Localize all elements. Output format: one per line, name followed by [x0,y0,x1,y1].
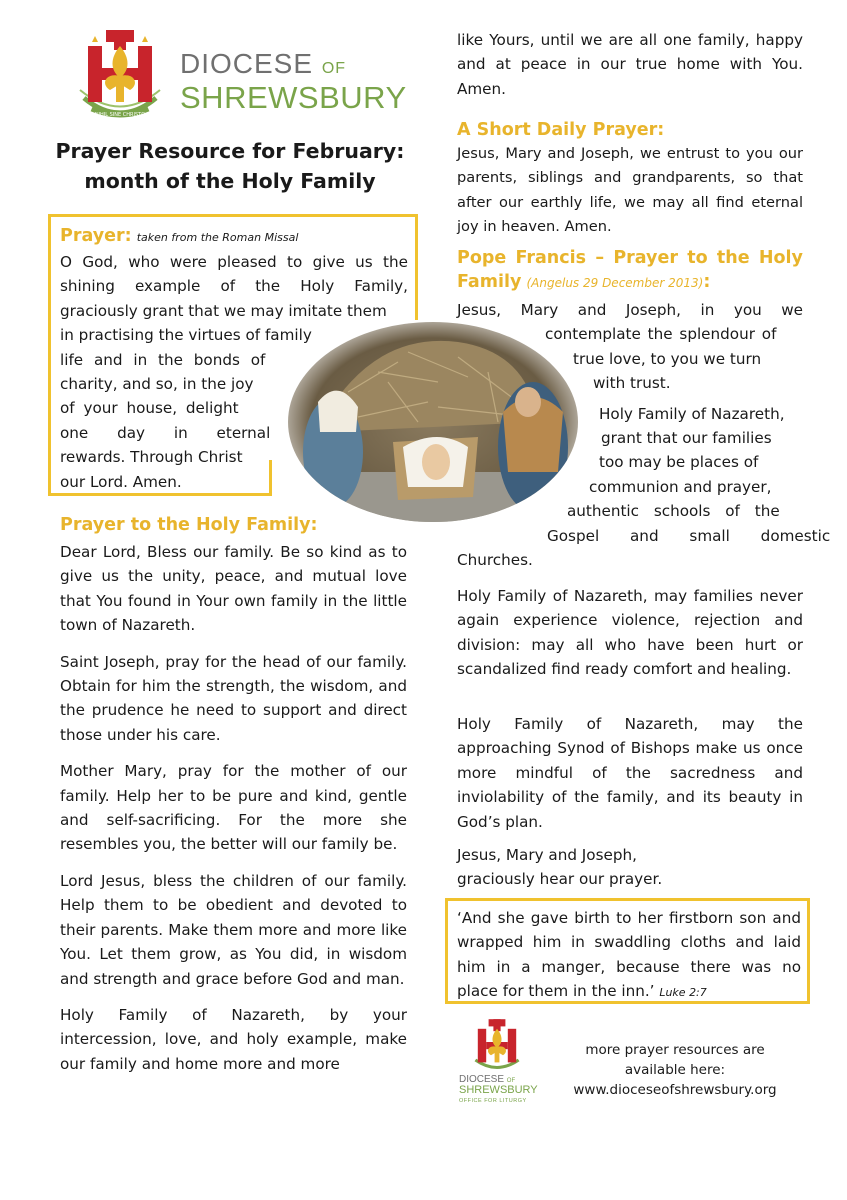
pope-heading-part4: Prayer [613,248,678,268]
missal-prayer-heading: Prayer: [60,226,132,246]
missal-line: rewards. Through Christ [60,448,243,467]
pope-prayer-heading [457,246,803,295]
pope-heading-colon: : [703,272,711,292]
pope-line: Jesus, Mary and Joseph, in you we [457,301,803,319]
footer-url-link[interactable]: www.dioceseofshrewsbury.org [573,1082,777,1098]
missal-line: one day in eternal [60,423,271,442]
continuation-text: like Yours, until we are all one family, happy and at peace in our true home with You. Amen. [457,31,803,98]
logo-title-line2: SHREWSBURY [180,80,407,115]
footer-logo-line3: OFFICE FOR LITURGY [459,1098,527,1104]
pope-line: grant that our families [601,429,772,448]
prayer-box-frame-right [415,214,418,320]
page-title-line2: month of the Holy Family [84,169,376,193]
pope-line: true love, to you we turn [573,349,762,368]
pope-heading-part5: to [687,248,708,268]
pope-line: communion and prayer, [589,477,772,496]
logo-diocese-word: DIOCESE [180,48,314,79]
logo-of-word: OF [321,60,347,77]
pope-heading-part2: Francis [515,248,587,268]
pope-line: too may be places of [599,453,759,472]
missal-line: in practising the virtues of family [60,326,312,345]
daily-prayer-text: Jesus, Mary and Joseph, we entrust to you our parents, siblings and grandparents, so that after our earthly life, we may all find eternal joy in heaven. Amen. [457,145,803,236]
pope-heading-part7: Holy [758,248,803,268]
footer-logo-of: OF [506,1078,516,1084]
missal-line: charity, and so, in the joy [60,375,254,394]
missal-line: O God, who were pleased to give us the [60,253,408,271]
crest-icon [70,28,170,128]
pope-line: Gospel and small domestic [547,526,831,545]
logo-motto: NIHIL SINE CHRISTO [94,112,146,118]
scripture-quote-ref: Luke 2:7 [659,986,707,1000]
pope-line: Holy Family of Nazareth, [599,404,785,423]
daily-prayer-heading: A Short Daily Prayer: [457,120,665,140]
pope-prayer [457,298,831,572]
missal-line: graciously grant that we may imitate them [60,301,387,320]
footer-text [545,1040,805,1100]
diocese-logo [70,28,407,128]
footer-logo [455,1018,545,1108]
page-title-line1: Prayer Resource for February: [55,139,405,163]
holy-family-paragraph: Holy Family of Nazareth, by your intercession, love, and holy example, make our family and home more and more [60,1005,407,1073]
pope-line: Churches. [457,551,533,570]
pope-closing [457,843,803,892]
scripture-quote-text: ‘And she gave birth to her firstborn son and wrapped him in swaddling cloths and laid him in a manger, because there was no place for them in the inn.’ [457,909,801,1001]
holy-family-prayer [60,540,407,1076]
holy-family-paragraph: Dear Lord, Bless our family. Be so kind as to give us the unity, peace, and mutual love that You found in Your own family in the little town of Nazareth. [60,543,407,635]
holy-family-paragraph: Mother Mary, pray for the mother of our family. Help her to be pure and kind, gentle and self-sacrificing. For the more she resembles you, the better will our family be. [60,762,407,854]
pope-paragraph: Holy Family of Nazareth, may the approaching Synod of Bishops make us once more mindful of the sacredness and inviolability of the family, and its beauty in God’s plan. [457,715,803,831]
pope-heading-source: (Angelus 29 December 2013) [526,276,704,290]
pope-line: with trust. [593,374,671,393]
footer-logo-line2: SHREWSBURY [459,1084,538,1096]
footer-logo-line1: DIOCESE [459,1074,505,1085]
missal-line: shining example of the Holy Family, [60,277,408,296]
footer-line2: available here: [624,1062,726,1078]
holy-family-paragraph: Lord Jesus, bless the children of our family. Help them to be obedient and devoted to their parents. Make them more and more like You. Let them grow, as You did, in wisdom and strength and grace before God and man. [60,871,407,988]
pope-closing-line1: Jesus, Mary and Joseph, [457,846,637,864]
pope-heading-family: Family [457,272,522,292]
scripture-quote [457,906,801,1006]
pope-heading-part3: – [595,248,605,268]
pope-line: contemplate the splendour of [545,325,777,344]
pope-heading-part1: Pope [457,248,507,268]
missal-line: life and in the bonds of [60,350,266,369]
holy-family-prayer-heading: Prayer to the Holy Family: [60,515,318,535]
footer-line1: more prayer resources are [585,1042,765,1058]
missal-prayer-source: taken from the Roman Missal [136,231,299,244]
pope-closing-line2: graciously hear our prayer. [457,870,663,889]
missal-line: our Lord. Amen. [60,472,182,491]
pope-line: authentic schools of the [567,502,780,521]
logo-title-line1 [180,48,346,80]
page-title [40,136,420,196]
holy-family-paragraph: Saint Joseph, pray for the head of our family. Obtain for him the strength, the wisdom, and the prudence he need to support and direct those under his care. [60,652,407,744]
pope-paragraph: Holy Family of Nazareth, may families never again experience violence, rejection and division: may all who have been hurt or scandalized find ready comfort and healing. [457,587,803,679]
missal-line: of your house, delight [60,399,239,418]
pope-heading-part6: the [716,248,750,268]
footer-crest-icon [467,1018,527,1072]
